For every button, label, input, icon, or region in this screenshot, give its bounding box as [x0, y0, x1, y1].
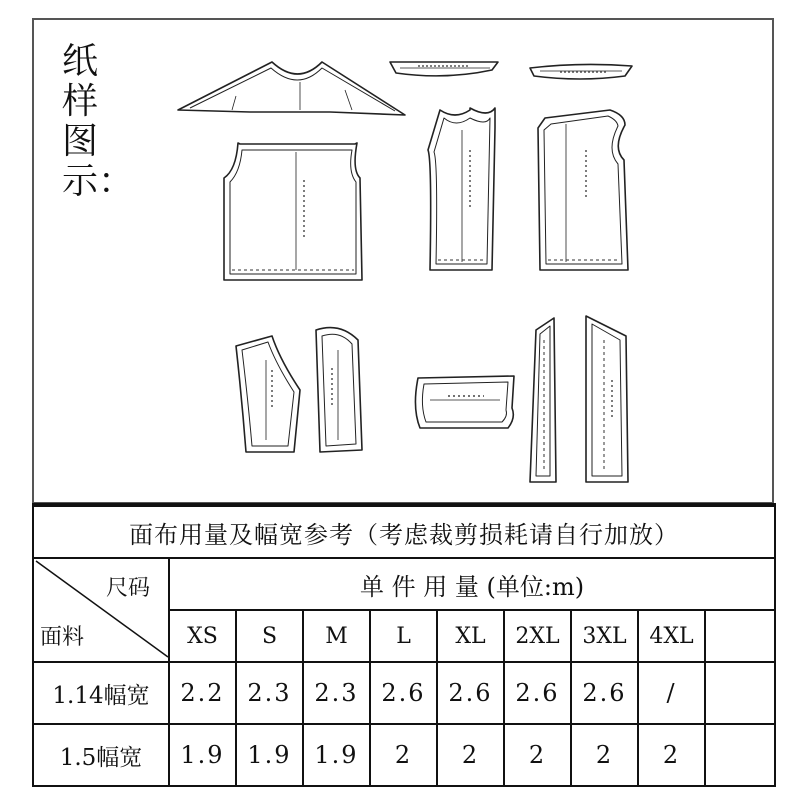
fabric-width-label: 1.5幅宽	[33, 724, 169, 786]
usage-cell: 2.6	[437, 662, 504, 724]
usage-cell: 2	[504, 724, 571, 786]
size-header: XL	[437, 610, 504, 662]
corner-header-cell	[33, 558, 169, 662]
usage-cell: 2	[571, 724, 638, 786]
usage-cell: 2	[370, 724, 437, 786]
usage-cell: 1.9	[169, 724, 236, 786]
usage-cell: 2.2	[169, 662, 236, 724]
fabric-width-label: 1.14幅宽	[33, 662, 169, 724]
usage-cell: 2.6	[370, 662, 437, 724]
size-header: L	[370, 610, 437, 662]
sleeve-piece	[316, 328, 362, 452]
usage-cell: 2.3	[236, 662, 303, 724]
size-header: 2XL	[504, 610, 571, 662]
usage-cell: 2.6	[571, 662, 638, 724]
size-header-label: 尺码	[105, 576, 150, 601]
usage-cell: /	[638, 662, 705, 724]
size-header: S	[236, 610, 303, 662]
table-title: 面布用量及幅宽参考（考虑裁剪损耗请自行加放）	[33, 505, 775, 558]
size-header: 3XL	[571, 610, 638, 662]
fabric-header-label: 面料	[40, 625, 85, 650]
neck-band-piece	[530, 64, 632, 79]
usage-cell: 2.3	[303, 662, 370, 724]
placket-piece	[530, 318, 556, 482]
usage-cell: 2	[437, 724, 504, 786]
usage-cell: 2	[638, 724, 705, 786]
pattern-title: 纸样图示：	[62, 41, 135, 202]
usage-cell: 1.9	[303, 724, 370, 786]
sleeve-piece	[236, 336, 300, 452]
front-body-piece	[538, 110, 628, 270]
size-header: XS	[169, 610, 236, 662]
usage-cell	[705, 724, 775, 786]
front-body-piece	[428, 108, 495, 270]
neck-band-piece	[390, 62, 498, 76]
size-header: M	[303, 610, 370, 662]
fabric-usage-table	[32, 503, 776, 787]
size-header: 4XL	[638, 610, 705, 662]
unit-header: 单 件 用 量 (单位:m)	[169, 558, 775, 610]
back-body-piece	[224, 143, 362, 280]
unit-header-row	[33, 558, 775, 610]
placket-piece	[586, 316, 628, 482]
size-header	[705, 610, 775, 662]
usage-cell	[705, 662, 775, 724]
usage-cell: 2.6	[504, 662, 571, 724]
table-row	[33, 662, 775, 724]
table-row	[33, 724, 775, 786]
usage-cell: 1.9	[236, 724, 303, 786]
pocket-piece	[415, 376, 514, 428]
table-title-row	[33, 505, 775, 558]
collar-yoke-piece	[178, 62, 405, 115]
